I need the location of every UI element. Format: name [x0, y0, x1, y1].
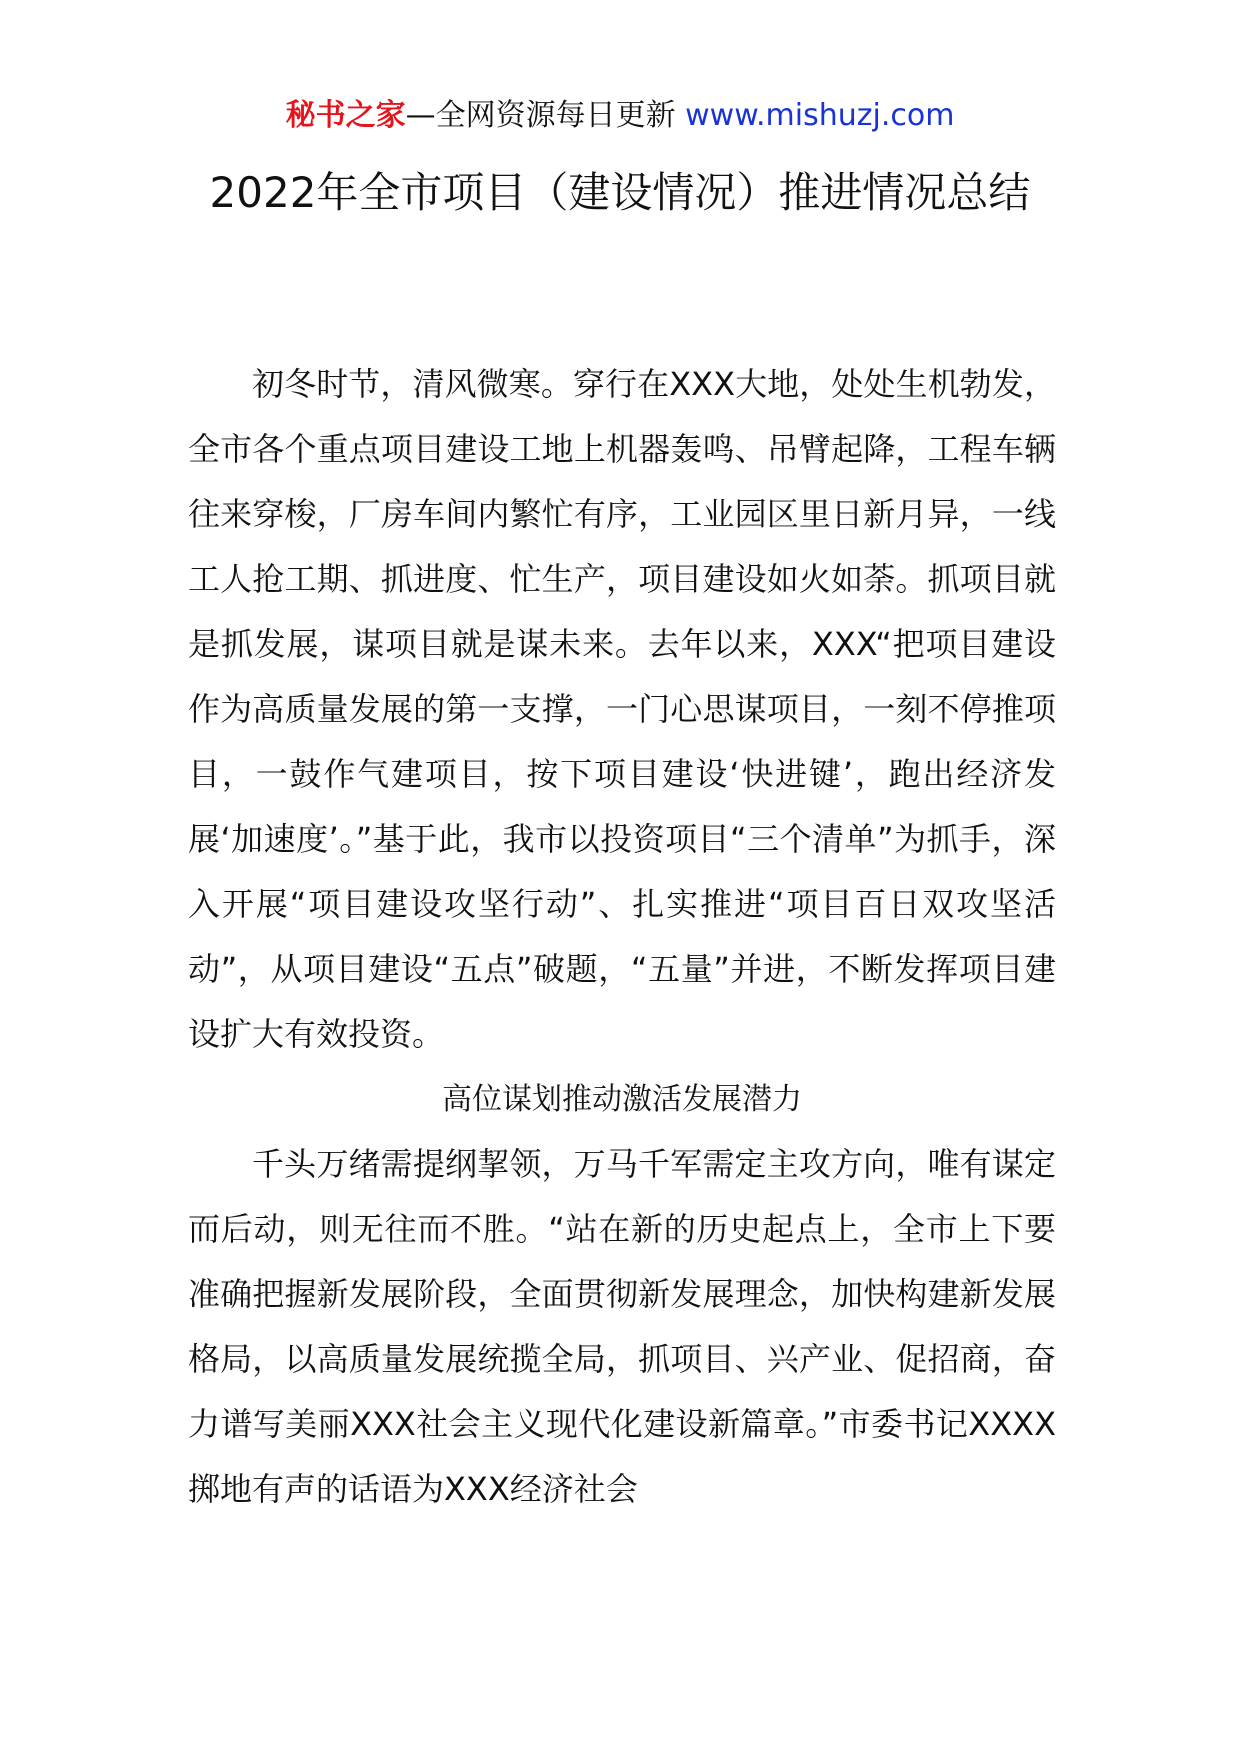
brand-name: 秘书之家 [285, 98, 406, 133]
document-title: 2022年全市项目（建设情况）推进情况总结 [209, 168, 1031, 217]
section-heading: 高位谋划推动激活发展潜力 [442, 1082, 802, 1117]
site-url-link[interactable]: www.mishuzj.com [685, 98, 955, 133]
site-header [0, 96, 1240, 136]
header-tagline: —全网资源每日更新 [405, 98, 676, 133]
section-paragraph: 千头万绪需提纲挈领，万马千军需定主攻方向，唯有谋定而后动，则无往而不胜。“站在新的历史起点上，全市上下要准确把握新发展阶段，全面贯彻新发展理念，加快构建新发展格局，以高质量发展统揽全局，抓项目、兴产业、促招商，奋力谱写美丽XXX社会主义现代化建设新篇章。”市委书记XXXX掷地有声的话语为XXX经济社会 [188, 1145, 1056, 1508]
document-body [188, 352, 1056, 1522]
intro-paragraph: 初冬时节，清风微寒。穿行在XXX大地，处处生机勃发，全市各个重点项目建设工地上机器轰鸣、吊臂起降，工程车辆往来穿梭，厂房车间内繁忙有序，工业园区里日新月异，一线工人抢工期、抓进度、忙生产，项目建设如火如荼。抓项目就是抓发展，谋项目就是谋未来。去年以来，XXX“把项目建设作为高质量发展的第一支撑，一门心思谋项目，一刻不停推项目，一鼓作气建项目，按下项目建设‘快进键’，跑出经济发展‘加速度’。”基于此，我市以投资项目“三个清单”为抓手，深入开展“项目建设攻坚行动”、扎实推进“项目百日双攻坚活动”，从项目建设“五点”破题，“五量”并进，不断发挥项目建设扩大有效投资。 [188, 365, 1056, 1053]
